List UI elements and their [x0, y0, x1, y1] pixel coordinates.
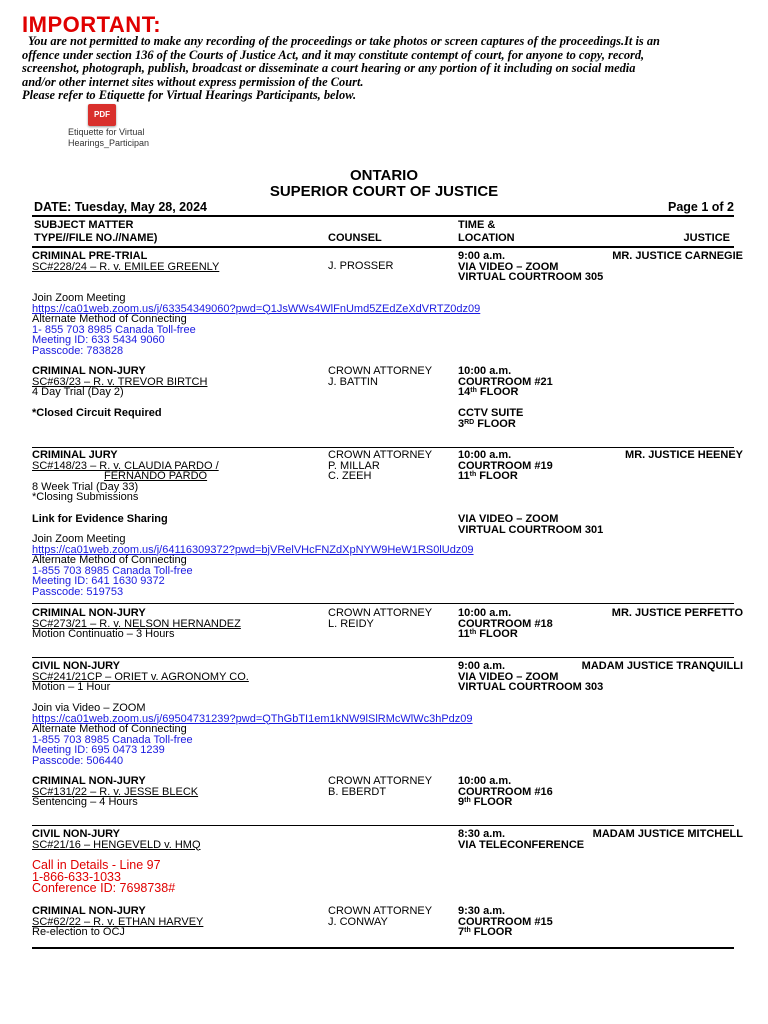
warning-line: offence under section 136 of the Courts of Justice Act, and it may constitute contempt of court, for anyone to copy, record,: [22, 47, 645, 62]
case-location-line: VIA VIDEO – ZOOM: [458, 513, 559, 525]
columns-divider: [32, 246, 734, 248]
cctv-suite: CCTV SUITE: [458, 407, 524, 419]
case-location: COURTROOM #21: [458, 375, 553, 388]
teleconference-details: [32, 860, 175, 895]
meeting-id: Meeting ID: 695 0473 1239: [32, 744, 165, 756]
counsel-line: CROWN ATTORNEY: [328, 607, 433, 619]
case-time-location: [458, 450, 553, 482]
counsel-line: P. MILLAR: [328, 459, 380, 472]
phone-number: 1-855 703 8985 Canada Toll-free: [32, 733, 193, 746]
case-note: 4 Day Trial (Day 2): [32, 386, 124, 398]
case-time: 9:00 a.m.: [458, 660, 506, 672]
counsel-line: L. REIDY: [328, 617, 374, 630]
case-counsel: [328, 906, 432, 927]
meeting-id: Meeting ID: 641 1630 9372: [32, 575, 165, 587]
join-label: Join Zoom Meeting: [32, 292, 126, 304]
case-time: 10:00 a.m.: [458, 775, 512, 787]
case-time-location: [458, 366, 553, 398]
schedule-date: DATE: Tuesday, May 28, 2024: [34, 200, 207, 214]
col-justice-header: JUSTICE: [683, 232, 730, 244]
passcode: Passcode: 783828: [32, 344, 124, 357]
case-type: CRIMINAL NON-JURY: [32, 365, 146, 377]
case-floor: 14th FLOOR: [458, 386, 519, 398]
case-location: VIA VIDEO – ZOOM: [458, 260, 559, 273]
col-subject-line1: SUBJECT MATTER: [34, 219, 134, 231]
counsel-line: CROWN ATTORNEY: [328, 449, 433, 461]
zoom-link[interactable]: https://ca01web.zoom.us/j/63354349060?pwd=Q1JsWWs4WlFnUmd5ZEdZeXdVRTZ0dz09: [32, 302, 481, 315]
join-label: Join via Video – ZOOM: [32, 702, 146, 714]
case-entry: [32, 450, 219, 503]
counsel-line: CROWN ATTORNEY: [328, 775, 433, 787]
alt-label: Alternate Method of Connecting: [32, 313, 187, 325]
case-file: SC#21/16 – HENGEVELD v. HMQ: [32, 838, 201, 851]
pdf-attachment-label[interactable]: [68, 127, 149, 149]
meeting-id: Meeting ID: 633 5434 9060: [32, 334, 165, 346]
counsel-line: CROWN ATTORNEY: [328, 905, 433, 917]
case-time-location: [458, 776, 553, 808]
case-counsel: J. PROSSER: [328, 260, 394, 272]
col-subject-line2: TYPE//FILE NO.//NAME): [34, 231, 158, 244]
case-location: COURTROOM #16: [458, 785, 553, 798]
phone-number: 1-855 703 8985 Canada Toll-free: [32, 564, 193, 577]
call-in-label: Call in Details - Line 97: [32, 858, 161, 872]
important-heading: IMPORTANT:: [22, 12, 162, 37]
province-title: ONTARIO: [349, 167, 419, 184]
case-counsel: [328, 608, 432, 629]
case-divider: [32, 447, 734, 448]
case-location: COURTROOM #15: [458, 915, 553, 928]
counsel-line: B. EBERDT: [328, 785, 387, 798]
join-label: Join Zoom Meeting: [32, 533, 126, 545]
zoom-link[interactable]: https://ca01web.zoom.us/j/69504731239?pwd=QThGbTI1em1kNW9lSlRMcWlWc3hPdz09: [32, 712, 473, 725]
counsel-line: J. BATTIN: [328, 375, 378, 388]
call-in-number: 1-866-633-1033: [32, 869, 121, 884]
schedule-end-divider: [32, 947, 734, 949]
recording-warning: [22, 35, 742, 103]
zoom-link[interactable]: https://ca01web.zoom.us/j/64116309372?pwd=bjVRelVHcFNZdXpNYW9HeW1RS0lUdz09: [32, 543, 474, 556]
case-time: 8:30 a.m.: [458, 828, 506, 840]
case-type: CRIMINAL NON-JURY: [32, 775, 146, 787]
case-time-location: [458, 251, 603, 283]
case-floor: 7th FLOOR: [458, 926, 513, 938]
case-note: 8 Week Trial (Day 33): [32, 480, 139, 493]
case-location: VIRTUAL COURTROOM 303: [458, 681, 604, 693]
case-type: CRIMINAL JURY: [32, 449, 118, 461]
case-note: *Closing Submissions: [32, 491, 139, 503]
pdf-icon[interactable]: PDF: [88, 104, 116, 126]
counsel-line: C. ZEEH: [328, 470, 372, 482]
case-location: [458, 514, 603, 535]
case-type: CRIMINAL PRE-TRIAL: [32, 250, 148, 262]
warning-line: screenshot, photograph, publish, broadcast or disseminate a court hearing or any portion of it including on social media: [22, 61, 636, 75]
case-file: FERNANDO PARDO: [104, 470, 208, 482]
case-file: SC#62/22 – R. v. ETHAN HARVEY: [32, 915, 204, 928]
case-counsel: [328, 366, 432, 387]
case-location: [458, 408, 523, 429]
case-time: 10:00 a.m.: [458, 449, 512, 461]
case-entry: [32, 608, 241, 640]
case-note: Sentencing – 4 Hours: [32, 796, 138, 808]
passcode: Passcode: 519753: [32, 585, 124, 598]
case-file: SC#63/23 – R. v. TREVOR BIRTCH: [32, 375, 208, 388]
warning-line: and/or other internet sites without express permission of the Court.: [22, 74, 364, 89]
case-justice: MR. JUSTICE PERFETTO: [611, 607, 743, 619]
col-time-header: [458, 220, 515, 243]
case-type: CIVIL NON-JURY: [32, 660, 121, 672]
case-location-line: VIRTUAL COURTROOM 301: [458, 523, 604, 536]
case-time-location: [458, 608, 553, 640]
col-subject-header: [34, 220, 157, 243]
case-type: CIVIL NON-JURY: [32, 828, 121, 840]
case-floor: 11th FLOOR: [458, 470, 518, 482]
case-note: Motion – 1 Hour: [32, 681, 111, 693]
case-note: *Closed Circuit Required: [32, 407, 162, 419]
passcode: Passcode: 506440: [32, 754, 124, 767]
case-divider: [32, 657, 734, 658]
case-file: SC#148/23 – R. v. CLAUDIA PARDO /: [32, 459, 219, 472]
col-time-line1: TIME &: [458, 219, 496, 231]
case-time: 9:30 a.m.: [458, 905, 506, 917]
case-justice: MADAM JUSTICE MITCHELL: [592, 828, 743, 840]
case-file: SC#273/21 – R. v. NELSON HERNANDEZ: [32, 617, 241, 630]
case-time-location: [458, 829, 584, 850]
case-counsel: [328, 776, 432, 797]
case-type: CRIMINAL NON-JURY: [32, 905, 146, 917]
case-entry: [32, 661, 249, 693]
court-title: SUPERIOR COURT OF JUSTICE: [269, 183, 499, 200]
case-location: VIA VIDEO – ZOOM: [458, 670, 559, 683]
case-location: COURTROOM #19: [458, 459, 553, 472]
header-divider: [32, 215, 734, 217]
case-divider: [32, 825, 734, 826]
alt-label: Alternate Method of Connecting: [32, 723, 187, 735]
case-location: COURTROOM #18: [458, 617, 553, 630]
case-justice: MADAM JUSTICE TRANQUILLI: [581, 660, 743, 672]
case-location: VIRTUAL COURTROOM 305: [458, 271, 604, 283]
case-floor: 9th FLOOR: [458, 796, 513, 808]
case-file: SC#131/22 – R. v. JESSE BLECK: [32, 785, 199, 798]
case-floor: 11th FLOOR: [458, 628, 518, 640]
warning-line: You are not permitted to make any recording of the proceedings or take photos or screen captures of the proceedings.It is an: [28, 34, 660, 48]
case-time-location: [458, 906, 553, 938]
case-time: 10:00 a.m.: [458, 607, 512, 619]
case-entry: [32, 906, 203, 938]
case-time: 10:00 a.m.: [458, 365, 512, 377]
col-time-line2: LOCATION: [458, 231, 515, 244]
page-number: Page 1 of 2: [668, 200, 734, 214]
case-note: Re-election to OCJ: [32, 926, 125, 938]
case-entry: [32, 829, 201, 850]
case-time: 9:00 a.m.: [458, 250, 506, 262]
col-counsel-header: COUNSEL: [328, 232, 382, 244]
case-file: SC#228/24 – R. v. EMILEE GREENLY: [32, 260, 220, 273]
case-location: VIA TELECONFERENCE: [458, 838, 585, 851]
pdf-label-line: Hearings_Participan: [68, 138, 150, 148]
counsel-line: J. CONWAY: [328, 915, 388, 928]
case-floor: 3RD FLOOR: [458, 417, 516, 430]
evidence-sharing-label: Link for Evidence Sharing: [32, 513, 168, 525]
counsel-line: CROWN ATTORNEY: [328, 365, 433, 377]
zoom-details: [32, 534, 474, 597]
case-justice: MR. JUSTICE CARNEGIE: [612, 250, 743, 262]
case-divider: [32, 603, 734, 604]
pdf-label-line: Etiquette for Virtual: [68, 127, 145, 137]
zoom-details: [32, 293, 480, 356]
case-justice: MR. JUSTICE HEENEY: [625, 449, 743, 461]
phone-number: 1- 855 703 8985 Canada Toll-free: [32, 323, 196, 336]
case-note: Motion Continuatio – 3 Hours: [32, 628, 175, 640]
case-entry: [32, 366, 207, 398]
case-file: SC#241/21CP – ORIET v. AGRONOMY CO.: [32, 670, 249, 683]
case-entry: [32, 776, 198, 808]
case-type: CRIMINAL NON-JURY: [32, 607, 146, 619]
zoom-details: [32, 703, 473, 766]
case-counsel: [328, 450, 432, 482]
conference-id: Conference ID: 7698738#: [32, 881, 176, 895]
warning-line: Please refer to Etiquette for Virtual Hearings Participants, below.: [22, 88, 357, 102]
alt-label: Alternate Method of Connecting: [32, 554, 187, 566]
case-entry: [32, 251, 219, 272]
